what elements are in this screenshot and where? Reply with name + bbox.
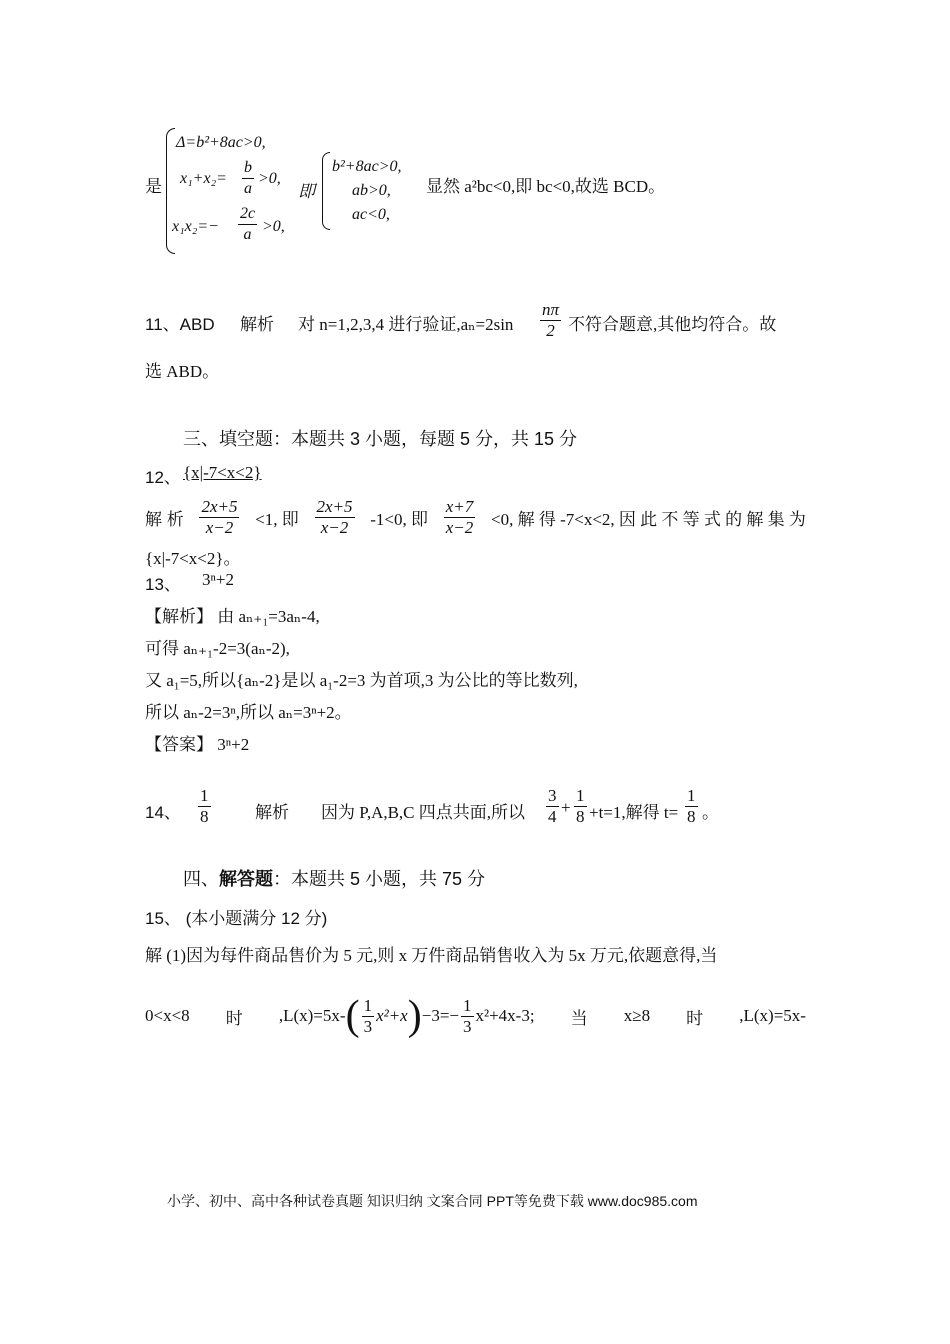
system-r3: ac<0, [352,206,390,223]
q12-text-2: -1<0, 即 [370,509,429,529]
q12-answer: {x|-7<x<2} [183,463,262,482]
q15-lx-2: ,L(x)=5x- [739,1006,806,1025]
q15-inner-rest: x²+x [376,1006,408,1025]
q15-shi-1: 时 [225,1008,243,1028]
q11-jiexi: 解析 [240,315,274,334]
q14-frac-2: $\frac{1}{8}$ [576,786,585,826]
q14-pre: 因为 P,A,B,C 四点共面,所以 [321,803,526,822]
section-3-title: 三、填空题：本题共 3 小题，每题 5 分，共 15 分 [183,429,578,449]
q12-text-1: <1, 即 [255,509,299,529]
system-r1: b²+8ac>0, [332,158,402,175]
q14-head: 14、 [145,803,181,822]
section-4-title [183,865,485,891]
q12-frac-1: $\frac{2x+5}{x-2}$ [201,496,238,537]
system-row-3-rhs: >0, [262,218,285,235]
q15-cond-2: x≥8 [623,1006,651,1025]
q13-answer: 3ⁿ+2 [202,570,234,589]
section-4-prefix: 四、 [183,869,219,889]
q11-frac: $\frac{n\pi}{2}$ [542,300,560,340]
q11-head: 11、ABD [145,315,215,334]
q14-jiexi: 解析 [255,803,289,822]
left-paren: ( [345,993,360,1039]
q15-expression [279,995,535,1037]
q13-line-4: 所以 aₙ-2=3ⁿ,所以 aₙ=3ⁿ+2。 [145,703,352,722]
q13-line-1: 【解析】 由 aₙ₊₁=3aₙ-4, [145,607,320,626]
system-conclusion: 显然 a²bc<0,即 bc<0,故选 BCD。 [426,177,666,196]
right-paren: ) [407,993,422,1039]
q15-cond-1: 0<x<8 [145,1006,190,1025]
section-4-rest: ：本题共 5 小题，共 75 分 [273,869,486,889]
system-row-2-rhs: >0, [258,170,281,187]
q15-lx-1: ,L(x)=5x- [278,1006,346,1025]
q13-head: 13、 [145,575,181,594]
q13-line-3: 又 a₁=5,所以{aₙ-2}是以 a₁-2=3 为首项,3 为公比的等比数列, [145,671,578,690]
q14-frac-3: $\frac{1}{8}$ [687,786,696,826]
q12-frac-3: $\frac{x+7}{x-2}$ [445,496,474,537]
ji-text: 即 [298,182,315,201]
system-r2: ab>0, [352,182,391,199]
system-row-3-lhs: x₁x₂=− [172,218,219,235]
q12-frac-2: $\frac{2x+5}{x-2}$ [316,496,353,537]
q15-frac-2: $\frac{1}{3}$ [463,995,472,1036]
q15-shi-2: 时 [686,1008,704,1028]
q11-post: 不符合题意,其他均符合。故 [568,315,777,334]
q14-frac-1: $\frac{3}{4}$ [548,786,557,826]
q14-end: 。 [702,803,719,822]
q11-line2: 选 ABD。 [145,362,220,381]
system-row-3-frac: $\frac{2c}{a}$ [240,205,256,243]
q15-dang: 当 [570,1008,588,1028]
q13-line-5: 【答案】 3ⁿ+2 [145,735,250,754]
section-4-bold: 解答题 [219,869,273,889]
q12-text-3: <0, 解 得 -7<x<2, 因 此 不 等 式 的 解 集 为 [490,509,806,529]
system-row-2-frac: $\frac{b}{a}$ [244,159,252,197]
q15-inner-frac: $\frac{1}{3}$ [363,995,373,1036]
q14-mid: +t=1,解得 t= [589,803,679,822]
right-brace [322,152,330,230]
page-footer: 小学、初中、高中各种试卷真题 知识归纳 文案合同 PPT等免费下载 www.doc985.com [167,1193,698,1209]
q12-solution-line [145,494,806,540]
q13-line-2: 可得 aₙ₊₁-2=3(aₙ-2), [145,639,290,658]
q12-jiexi: 解 析 [145,509,184,529]
q11-pre: 对 n=1,2,3,4 进行验证,aₙ=2sin [298,315,514,334]
q15-after-2: x²+4x-3; [475,1006,535,1025]
q15-line-2 [145,986,806,1046]
q12-head: 12、 [145,468,181,487]
system-row-2-lhs: x₁+x₂= [180,170,227,187]
q14-plus: + [561,798,571,817]
system-row-1: Δ=b²+8ac>0, [176,134,266,151]
q12-line2: {x|-7<x<2}。 [145,549,241,568]
q14-answer-frac: $\frac{1}{8}$ [200,786,209,826]
q15-after: −3=− [421,1006,459,1025]
shi-text: 是 [145,177,162,196]
q15-line-1: 解 (1)因为每件商品售价为 5 元,则 x 万件商品销售收入为 5x 万元,依题意得,当 [145,946,718,965]
q15-head: 15、 (本小题满分 12 分) [145,909,328,928]
